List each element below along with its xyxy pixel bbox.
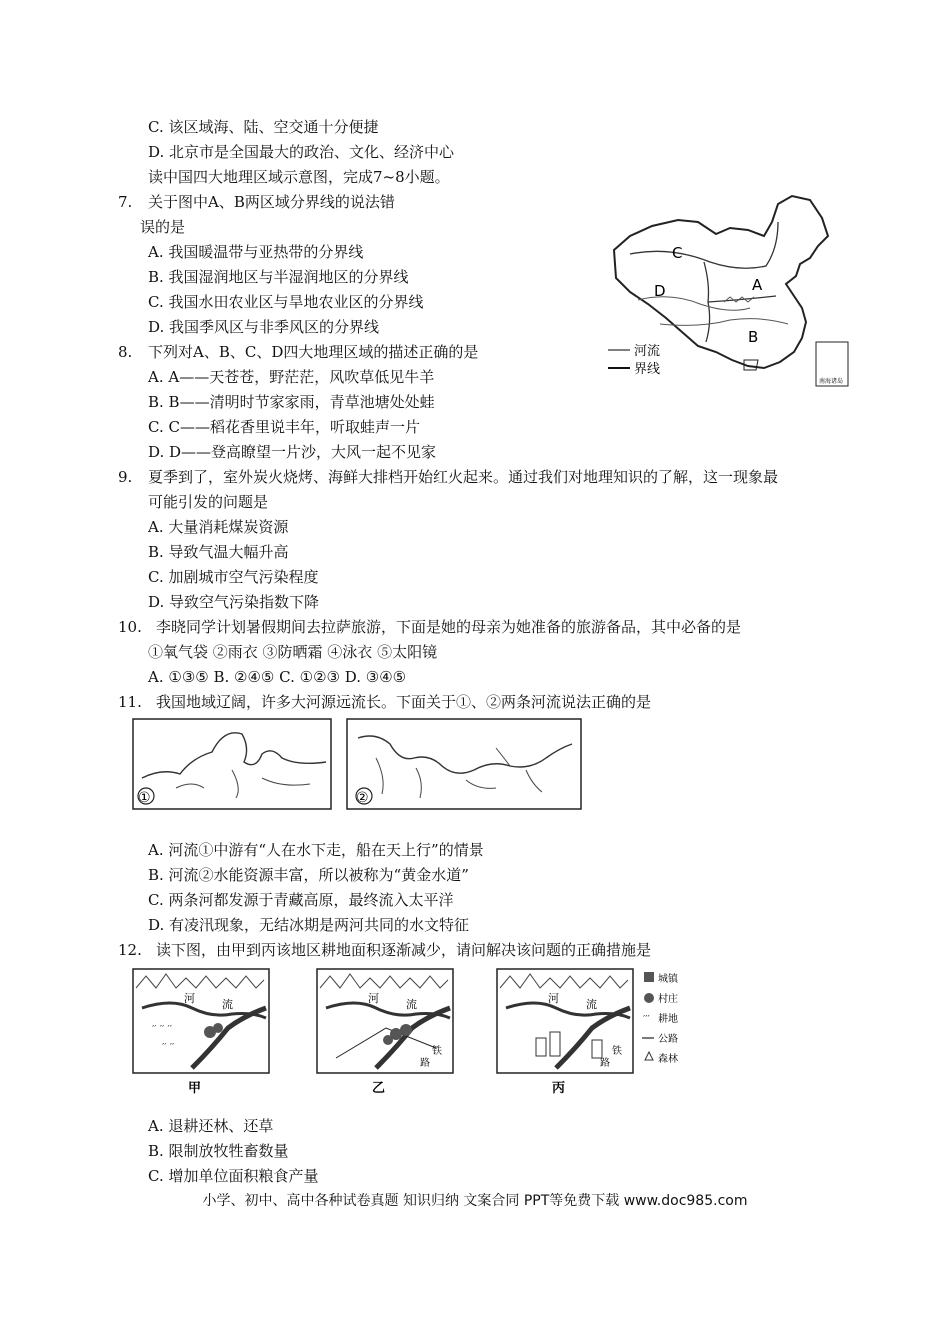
q11-number: 11. [118,693,142,711]
svg-text:′′′: ′′′ [643,1014,650,1025]
q10-number: 10. [118,618,142,636]
inset-label: 南海诸岛 [819,378,844,385]
q9-option-d: D. 导致空气污染指数下降 [148,593,320,611]
intro-7-8: 读中国四大地理区域示意图，完成7~8小题。 [148,168,450,186]
land-use-panel-bing [496,968,694,1098]
q8-stem: 下列对A、B、C、D四大地理区域的描述正确的是 [148,343,479,361]
q12-option-a: A. 退耕还林、还草 [148,1117,274,1135]
q10-stem: 李晓同学计划暑假期间去拉萨旅游，下面是她的母亲为她准备的旅游备品，其中必备的是 [156,618,742,636]
q6-option-d: D. 北京市是全国最大的政治、文化、经济中心 [148,143,455,161]
panel-yi-river-2: 流 [406,998,417,1011]
q7-option-b: B. 我国湿润地区与半湿润地区的分界线 [148,268,409,286]
q10-choices: A. ①③⑤ B. ②④⑤ C. ①②③ D. ③④⑤ [148,668,407,686]
panel-jia-river-2: 流 [222,998,233,1011]
svg-text:′′ ′′ ′′: ′′ ′′ ′′ [152,1024,172,1035]
panel-yi-label: 乙 [372,1081,386,1096]
legend-town: 城镇 [658,974,678,985]
q11-option-b: B. 河流②水能资源丰富，所以被称为“黄金水道” [148,866,469,884]
legend-forest: 森林 [658,1054,678,1065]
panel-bing-river-1: 河 [548,992,559,1005]
panel-yi-rail-2: 路 [420,1058,430,1069]
panel-bing-river-2: 流 [586,998,597,1011]
q8-option-b: B. B——清明时节家家雨，青草池塘处处蛙 [148,393,435,411]
q7-option-d: D. 我国季风区与非季风区的分界线 [148,318,380,336]
svg-text:′′ ′′: ′′ ′′ [162,1042,175,1053]
q11-option-c: C. 两条河都发源于青藏高原，最终流入太平洋 [148,891,454,909]
q9-stem: 夏季到了，室外炭火烧烤、海鲜大排档开始红火起来。通过我们对地理知识的了解，这一现象最 [148,468,779,486]
q9-option-c: C. 加剧城市空气污染程度 [148,568,319,586]
china-regions-map [600,192,850,392]
legend-farmland: 耕地 [658,1014,678,1025]
q8-option-c: C. C——稻花香里说丰年，听取蛙声一片 [148,418,420,436]
river-map-2 [346,718,582,810]
footer: 小学、初中、高中各种试卷真题 知识归纳 文案合同 PPT等免费下载 www.doc985.com [202,1193,748,1209]
legend-road: 公路 [658,1034,678,1045]
map-label-a: A [752,276,763,294]
q9-stem-cont: 可能引发的问题是 [148,493,269,511]
panel-bing-label: 丙 [552,1081,566,1096]
q8-option-a: A. A——天苍苍，野茫茫，风吹草低见牛羊 [148,368,435,386]
legend-boundary: 界线 [634,362,661,377]
panel-bing-rail-1: 铁 [612,1046,622,1057]
q6-option-c: C. 该区域海、陆、空交通十分便捷 [148,118,379,136]
q12-option-c: C. 增加单位面积粮食产量 [148,1167,319,1185]
q11-option-a: A. 河流①中游有“人在水下走，船在天上行”的情景 [148,841,484,859]
river-1-label: ① [138,790,151,806]
q9-option-b: B. 导致气温大幅升高 [148,543,289,561]
land-use-panel-jia [132,968,270,1098]
q12-stem: 读下图，由甲到丙该地区耕地面积逐渐减少，请问解决该问题的正确措施是 [156,941,652,959]
panel-yi-rail-1: 铁 [432,1046,442,1057]
q12-option-b: B. 限制放牧牲畜数量 [148,1142,289,1160]
panel-jia-label: 甲 [188,1081,202,1096]
q10-items: ①氧气袋 ②雨衣 ③防晒霜 ④泳衣 ⑤太阳镜 [148,643,438,661]
panel-jia-river-1: 河 [184,992,195,1005]
river-map-1 [132,718,332,810]
river-2-label: ② [356,790,369,806]
map-label-b: B [748,328,759,346]
q8-option-d: D. D——登高瞭望一片沙，大风一起不见家 [148,443,437,461]
q11-stem: 我国地域辽阔，许多大河源远流长。下面关于①、②两条河流说法正确的是 [156,693,652,711]
q7-option-a: A. 我国暖温带与亚热带的分界线 [148,243,364,261]
q7-number: 7. [118,193,133,211]
legend-river: 河流 [634,344,661,359]
q9-number: 9. [118,468,133,486]
q9-option-a: A. 大量消耗煤炭资源 [148,518,289,536]
q7-stem-cont: 误的是 [140,218,186,236]
map-label-c: C [672,244,683,262]
map-label-d: D [654,282,666,300]
q11-option-d: D. 有凌汛现象，无结冰期是两河共同的水文特征 [148,916,470,934]
q7-option-c: C. 我国水田农业区与旱地农业区的分界线 [148,293,424,311]
panel-bing-rail-2: 路 [600,1058,610,1069]
legend-village: 村庄 [658,994,678,1005]
panel-yi-river-1: 河 [368,992,379,1005]
q8-number: 8. [118,343,133,361]
q7-stem: 关于图中A、B两区域分界线的说法错 [148,193,395,211]
land-use-panel-yi [316,968,454,1098]
q12-number: 12. [118,941,142,959]
